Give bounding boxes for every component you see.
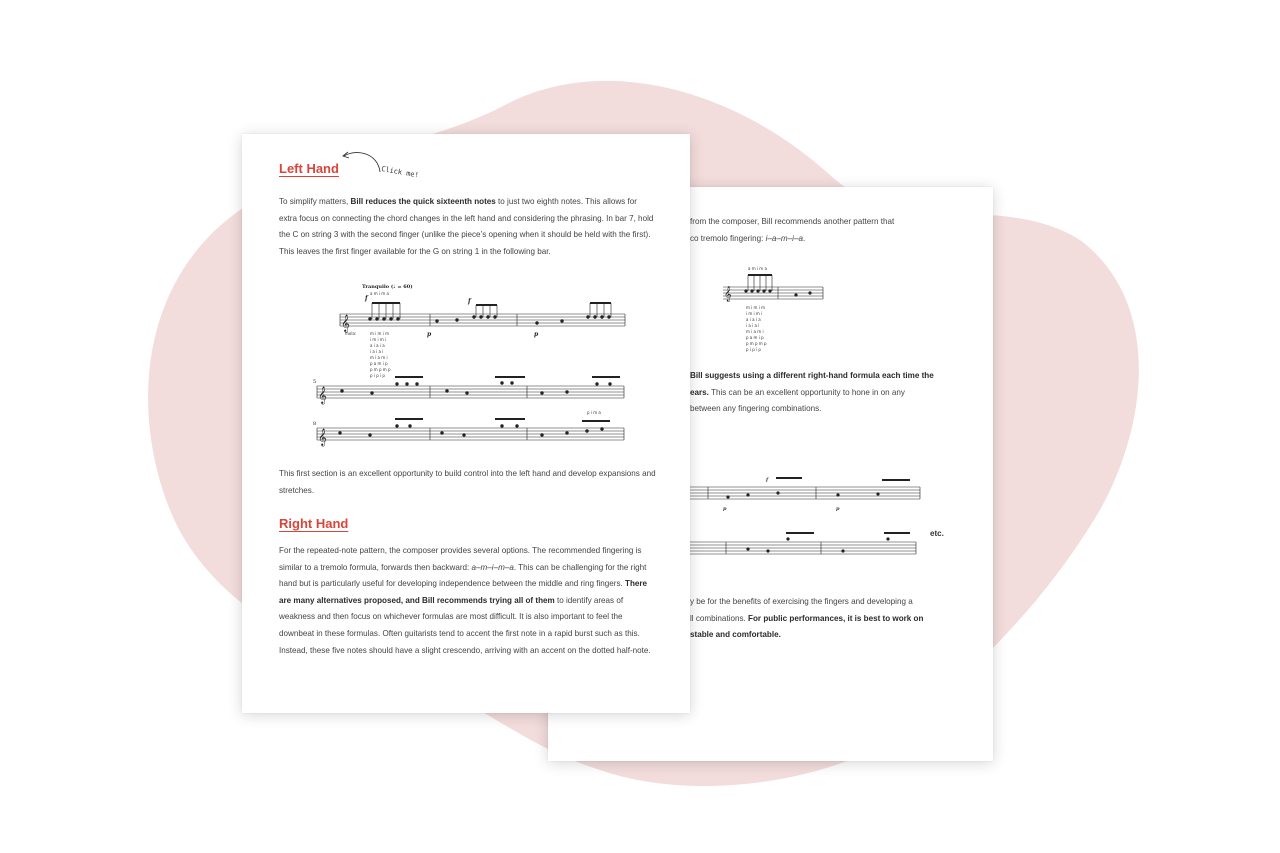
back-p3-line3-bold: stable and comfortable. xyxy=(690,630,781,640)
pima-fingering: p i m a xyxy=(587,410,601,415)
left-hand-paragraph-2: This first section is an excellent opportunity to build control into the left hand and develop expansions and stretches. xyxy=(279,469,656,495)
forte-mark-2: f xyxy=(468,298,471,305)
rh-p-bold: There are many alternatives proposed, and Bill recommends trying all of them xyxy=(279,579,648,605)
back-paragraph-1 xyxy=(690,214,990,247)
forte-mark-1: f xyxy=(365,295,368,302)
svg-text:p i p i p: p i p i p xyxy=(370,373,385,378)
rh-p-mid: . This can be challenging for the right hand but is particularly useful for developing independence between the middle and ring fingers. xyxy=(279,562,647,589)
back-p3-line1: y be for the benefits of exercising the fingers and developing a xyxy=(690,597,913,606)
bar-number-5: 5 xyxy=(313,379,317,385)
svg-text:m i m i m: m i m i m xyxy=(370,331,389,336)
bar-number-8: 8 xyxy=(313,421,317,427)
svg-text:m i a m i: m i a m i xyxy=(746,329,764,334)
lh-p1-pre: To simplify matters, xyxy=(279,197,351,206)
back-paragraph-3 xyxy=(690,594,990,644)
svg-text:p: p xyxy=(723,506,727,512)
svg-text:p a m i p: p a m i p xyxy=(746,335,764,340)
svg-text:m i a m i: m i a m i xyxy=(370,355,388,360)
svg-text:p m p m p: p m p m p xyxy=(370,367,391,372)
svg-text:𝄞: 𝄞 xyxy=(341,314,350,332)
svg-text:𝄞: 𝄞 xyxy=(318,428,327,446)
back-p2-line2-bold: ears. xyxy=(690,387,709,397)
left-hand-score-excerpt xyxy=(312,281,632,453)
lh-p1-bold: Bill reduces the quick sixteenth notes xyxy=(350,197,496,206)
rh-p-pre: For the repeated-note pattern, the composer provides several options. The recommended fingering is similar to a tremolo formula, forwards then backward: xyxy=(279,546,642,572)
back-p2-line2: This can be an excellent opportunity to hone in on any xyxy=(708,387,905,397)
back-p2-line1: Bill suggests using a different right-hand formula each time the xyxy=(690,371,934,380)
svg-text:p: p xyxy=(836,506,840,512)
back-score-excerpt-1 xyxy=(718,265,828,370)
svg-text:a m i m a: a m i m a xyxy=(748,266,767,271)
svg-text:i m i m i: i m i m i xyxy=(746,311,763,316)
back-score-excerpt-2 xyxy=(688,467,928,562)
svg-text:𝄞: 𝄞 xyxy=(318,386,327,404)
back-p3-line2-bold: For public performances, it is best to work on xyxy=(748,613,924,623)
svg-text:i a i a i: i a i a i xyxy=(746,323,760,328)
left-hand-paragraph-1 xyxy=(279,194,657,260)
svg-text:a i a i a: a i a i a xyxy=(370,343,385,348)
piano-mark-2: p xyxy=(534,331,539,338)
rh-fingering-formula: a–m–i–m–a xyxy=(471,562,514,572)
left-hand-heading-link[interactable]: Left Hand xyxy=(279,161,339,176)
back-fingering-pattern: i–a–m–i–a xyxy=(765,233,803,243)
tempo-marking: Tranquilo (♩ = 60) xyxy=(362,284,413,290)
svg-text:m i m i m: m i m i m xyxy=(746,305,765,310)
back-p2-line3: between any fingering combinations. xyxy=(690,404,822,414)
back-paragraph-2 xyxy=(690,368,990,418)
rh-alt-label: mola: xyxy=(345,331,357,336)
right-hand-heading-link[interactable]: Right Hand xyxy=(279,516,349,531)
front-document-page xyxy=(242,134,690,713)
svg-text:i a i a i: i a i a i xyxy=(370,349,384,354)
lh-p1-post: to just two eighth notes. This allows for extra focus on connecting the chord changes in the left hand and considering the phrasing. In bar 7, hold the C on string 3 with the second finger (unlike the piece’s opening when it should be held with the first). This leaves the first finger available for the G on string 1 in the following bar. xyxy=(279,197,654,256)
back-p1-line1: from the composer, Bill recommends another pattern that xyxy=(690,217,895,226)
piano-mark-1: p xyxy=(427,331,432,338)
rh-p-post: to identify areas of weakness and then focus on whichever formulas are most difficult. It is also important to feel the downbeat in these formulas. Often guitarists tend to accent the first note in a rapid burst such as this. Instead, these five notes should have a slight crescendo, arriving with an accent on the dotted half-note. xyxy=(279,595,651,655)
svg-text:f: f xyxy=(766,477,769,483)
rh-fingering-top: a m i m a xyxy=(370,291,389,296)
svg-text:i m i m i: i m i m i xyxy=(370,337,387,342)
svg-text:p i p i p: p i p i p xyxy=(746,347,761,352)
svg-text:𝄞: 𝄞 xyxy=(724,287,732,302)
etc-label: etc. xyxy=(930,529,944,538)
svg-text:a i a i a: a i a i a xyxy=(746,317,761,322)
back-p1-line2: co tremolo fingering: xyxy=(690,233,766,243)
back-p3-line2: ll combinations. xyxy=(690,613,749,623)
svg-text:p m p m p: p m p m p xyxy=(746,341,767,346)
click-me-note[interactable]: Click me! xyxy=(380,165,420,180)
back-p1-period: . xyxy=(802,233,806,243)
right-hand-paragraph xyxy=(279,543,657,659)
svg-text:p a m i p: p a m i p xyxy=(370,361,388,366)
